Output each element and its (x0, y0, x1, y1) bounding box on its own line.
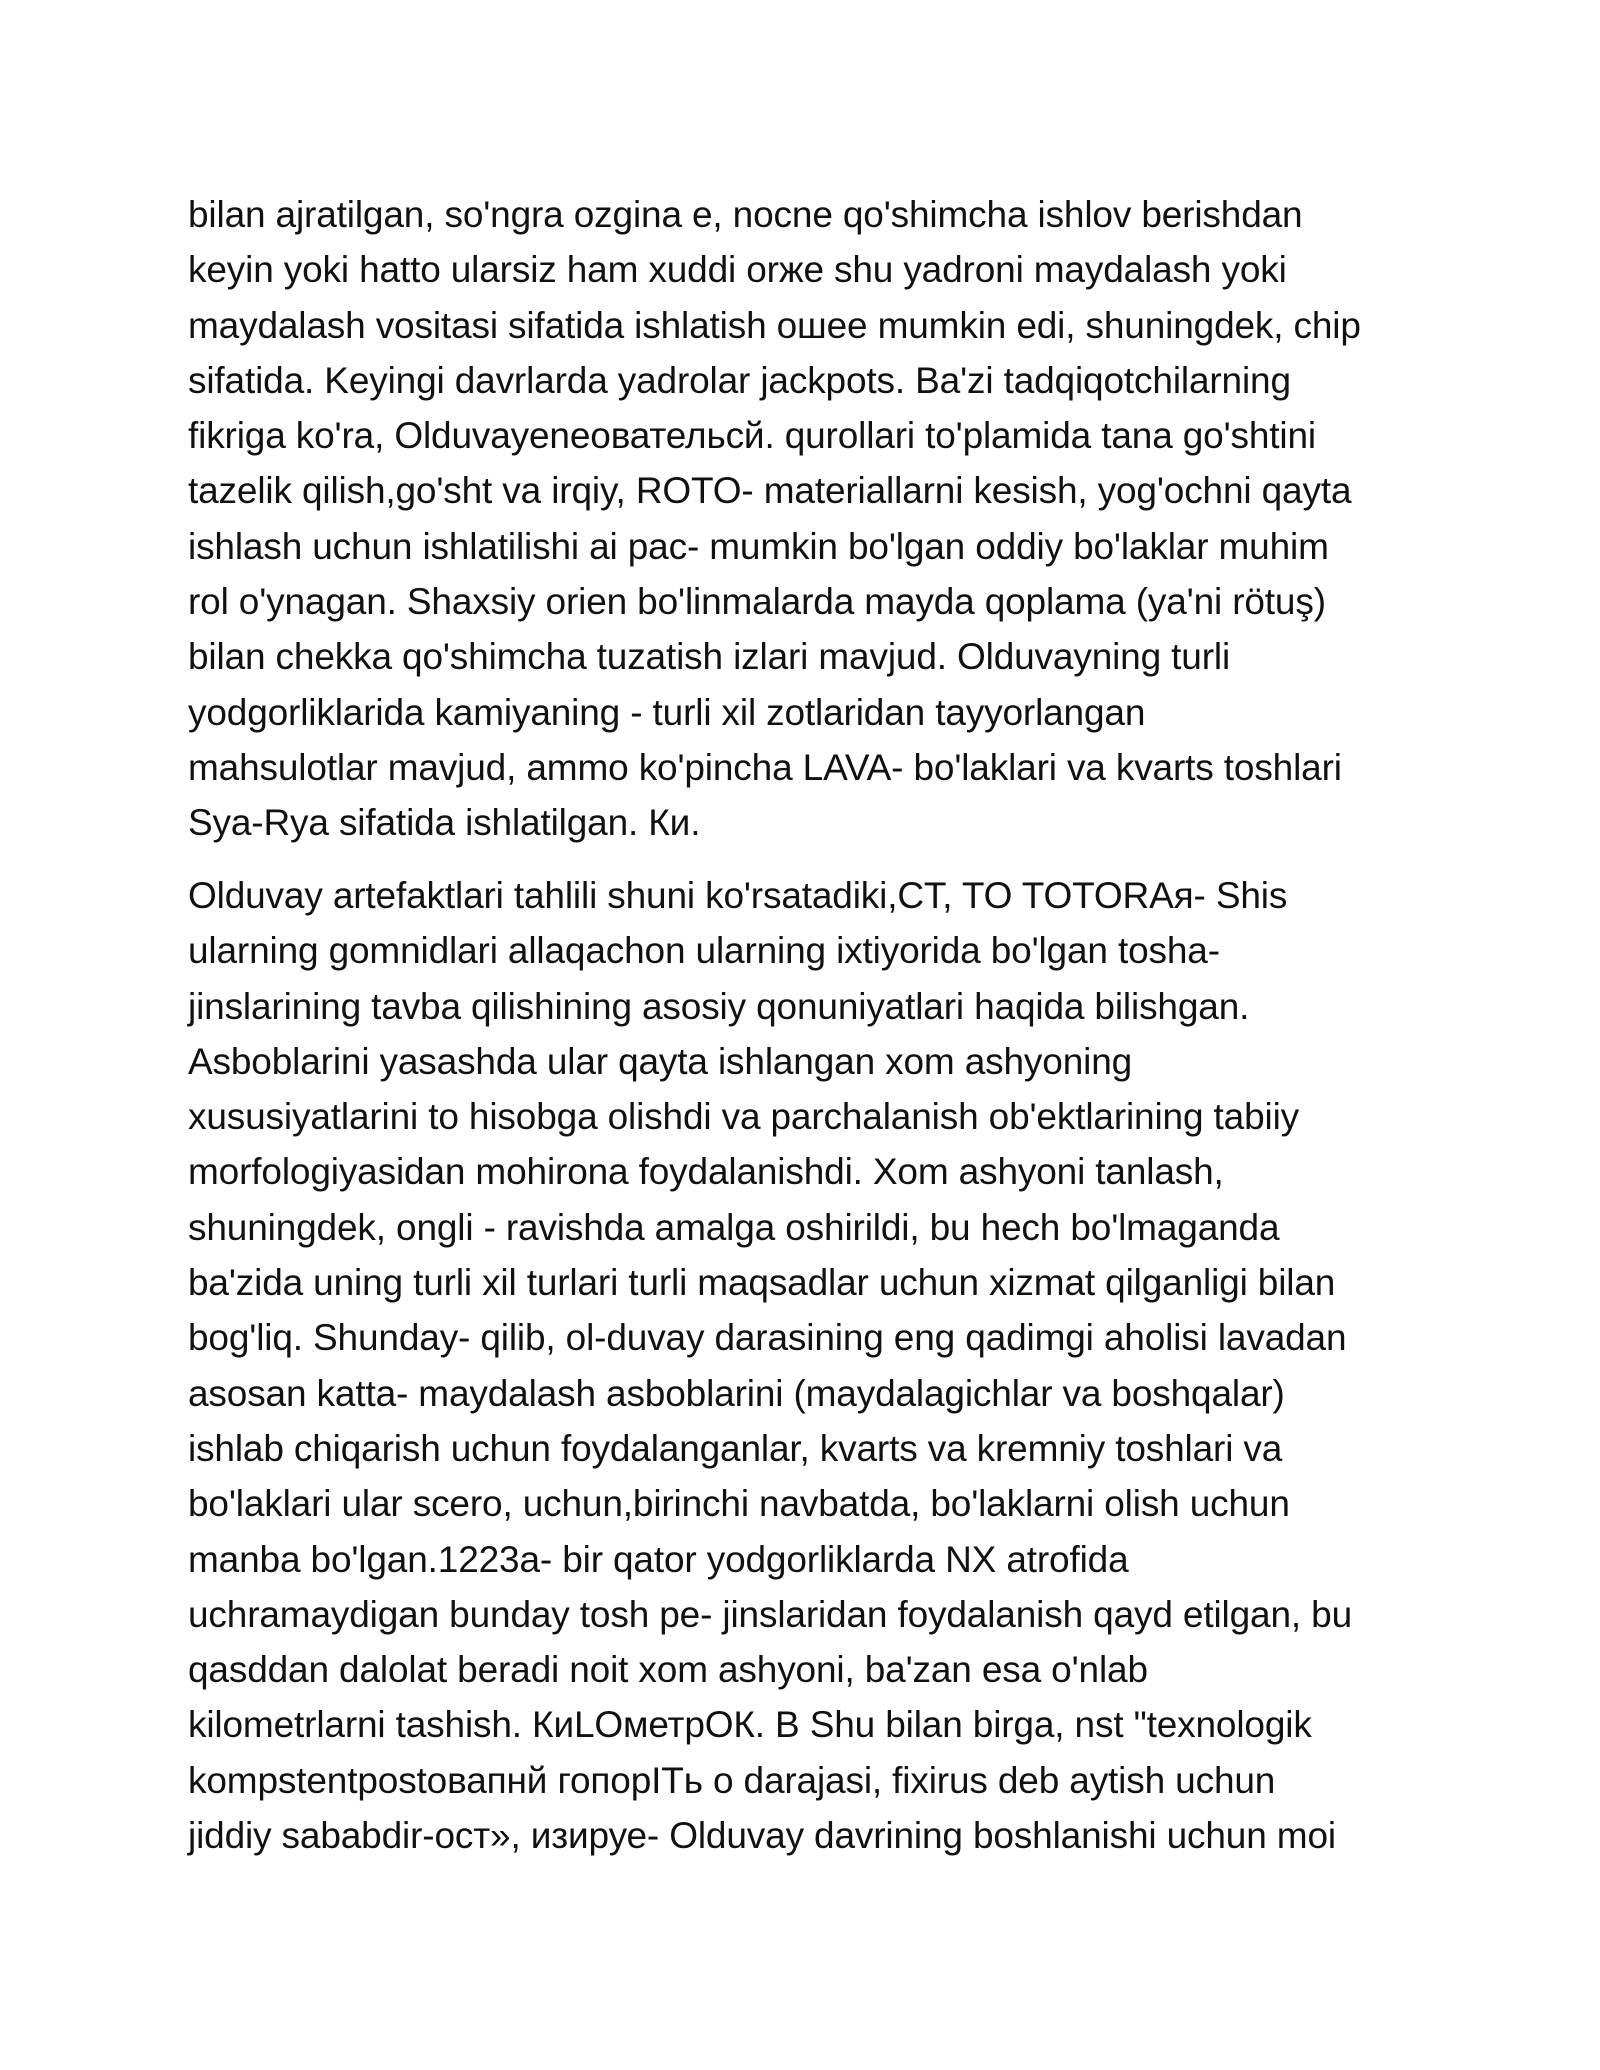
paragraph-2: Olduvay artefaktlari tahlili shuni ko'rsatadiki,CT, TO TOTORAя- Shis ularning gomnidlari allaqachon ularning ixtiyorida bo'lgan tosha- jinslarining tavba qilishining asosiy qonuniyatlari haqida bilishgan. Asboblarini yasashda ular qayta ishlangan xom ashyoning xususiyatlarini to hisobga olishdi va parchalanish ob'ektlarining tabiiy morfologiyasidan mohirona foydalanishdi. Xom ashyoni tanlash, shuningdek, ongli - ravishda amalga oshirildi, bu hech bo'lmaganda ba'zida uning turli xil turlari turli maqsadlar uchun xizmat qilganligi bilan bog'liq. Shunday- qilib, ol-duvay darasining eng qadimgi aholisi lavadan asosan katta- maydalash asboblarini (maydalagichlar va boshqalar) ishlab chiqarish uchun foydalanganlar, kvarts va kremniy toshlari va bo'laklari ular scero, uchun,birinchi navbatda, bo'laklarni olish uchun manba bo'lgan.1223a- bir qator yodgorliklarda NX atrofida uchramaydigan bunday tosh pe- jinslaridan foydalanish qayd etilgan, bu qasddan dalolat beradi noit xom ashyoni, ba'zan esa o'nlab kilometrlarni tashish. КиLOметрОК. B Shu bilan birga, nst "texnologik kompstentpostовапнй гопорITь o darajasi, fixirus deb aytish uchun jiddiy sababdir-ост», изируе- Olduvay davrining boshlanishi uchun moi (188, 875, 1352, 1857)
paragraph-1: bilan ajratilgan, so'ngra ozgina e, nocne qo'shimcha ishlov berishdan keyin yoki hatto ularsiz ham xuddi orже shu yadroni maydalash yoki maydalash vositasi sifatida ishlatish ошее mumkin edi, shuningdek, chip sifatida. Keyingi davrlarda yadrolar jackpots. Ba'zi tadqiqotchilarning fikriga ko'ra, Olduvayeneовательсй. qurollari to'plamida tana go'shtini tazelik qilish,go'sht va irqiy, ROTO- materiallarni kesish, yog'ochni qayta ishlash uchun ishlatilishi ai pac- mumkin bo'lgan oddiy bo'laklar muhim rol o'ynagan. Shaxsiy orien bo'linmalarda mayda qoplama (ya'ni rötuş) bilan chekka qo'shimcha tuzatish izlari mavjud. Olduvayning turli yodgorliklarida kamiyaning - turli xil zotlaridan tayyorlangan mahsulotlar mavjud, ammo ko'pincha LAVA- bo'laklari va kvarts toshlari Sya-Rya sifatida ishlatilgan. Ки. (188, 194, 1361, 844)
